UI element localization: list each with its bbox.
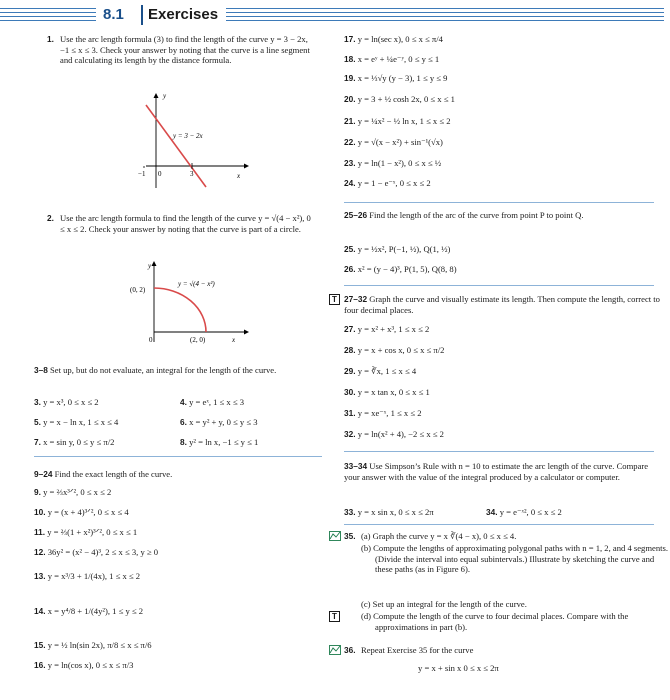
ex2-y-label: y (148, 262, 152, 270)
ex1-x-label: x (237, 172, 241, 180)
exercise-item: 28. y = x + cos x, 0 ≤ x ≤ π/2 (344, 345, 445, 355)
ex36-text: Repeat Exercise 35 for the curve (361, 645, 474, 655)
divider (34, 456, 322, 457)
ex35-part-c: (c) Set up an integral for the length of the curve. (361, 599, 527, 609)
exercise-item: 20. y = 3 + ½ cosh 2x, 0 ≤ x ≤ 1 (344, 94, 455, 104)
ex2-graph (130, 258, 260, 348)
exercise-item: 30. y = x tan x, 0 ≤ x ≤ 1 (344, 387, 430, 397)
exercise-item: 7. x = sin y, 0 ≤ y ≤ π/2 (34, 437, 115, 447)
ex2-number: 2. (47, 213, 54, 223)
exercise-item: 8. y² = ln x, −1 ≤ y ≤ 1 (180, 437, 259, 447)
exercise-item: 3. y = x³, 0 ≤ x ≤ 2 (34, 397, 99, 407)
exercise-item: 9. y = ⅔x³ᐟ², 0 ≤ x ≤ 2 (34, 487, 112, 497)
g3334-heading: 33–34 Use Simpson’s Rule with n = 10 to estimate the arc length of the curve. Compare your answer with the value of the integral produced by a calculator or computer. (344, 461, 649, 482)
ex2-point-02: (0, 2) (130, 286, 146, 294)
ex2-text: Use the arc length formula to find the length of the curve y = √(4 − x²), 0 ≤ x ≤ 2. Check your answer by noting that the curve is part of a circle. (60, 213, 311, 234)
section-divider (141, 5, 143, 25)
ex2-curve-label: y = √(4 − x²) (178, 280, 215, 288)
exercise-item: 11. y = ⅔(1 + x²)³ᐟ², 0 ≤ x ≤ 1 (34, 527, 138, 537)
g924-heading: 9–24 Find the exact length of the curve. (34, 469, 173, 479)
ex1-tick-3: 3 (190, 170, 194, 178)
exercise-item: 13. y = x³/3 + 1/(4x), 1 ≤ x ≤ 2 (34, 571, 141, 581)
divider (344, 451, 654, 452)
exercise-item: 12. 36y² = (x² − 4)³, 2 ≤ x ≤ 3, y ≥ 0 (34, 547, 159, 557)
exercise-item: 5. y = x − ln x, 1 ≤ x ≤ 4 (34, 417, 119, 427)
section-title: Exercises (148, 6, 219, 23)
exercise-item: 25. y = ½x², P(−1, ½), Q(1, ½) (344, 244, 451, 254)
exercise-item: 4. y = eˣ, 1 ≤ x ≤ 3 (180, 397, 245, 407)
graphing-calculator-icon (329, 645, 341, 655)
graphing-calculator-icon (329, 531, 341, 541)
divider (344, 285, 654, 286)
exercise-item: 24. y = 1 − e⁻ˣ, 0 ≤ x ≤ 2 (344, 178, 431, 188)
ex35-part-b: (b) Compute the lengths of approximating polygonal paths with n = 1, 2, and 4 segments. (Divide the interval into equal subintervals.) Illustrate by sketching the curve and these paths (as in Figure 6). (361, 543, 669, 575)
g2526-heading: 25–26 Find the length of the arc of the curve from point P to point Q. (344, 210, 584, 220)
ex1-tick-neg1: −1 (138, 170, 146, 178)
exercise-item: 23. y = ln(1 − x²), 0 ≤ x ≤ ½ (344, 158, 442, 168)
ex1-y-label: y (163, 92, 167, 100)
exercise-item: 32. y = ln(x² + 4), −2 ≤ x ≤ 2 (344, 429, 444, 439)
exercise-item: 15. y = ½ ln(sin 2x), π/8 ≤ x ≤ π/6 (34, 640, 152, 650)
divider (344, 202, 654, 203)
g2732-heading: 27–32 Graph the curve and visually estimate its length. Then compute the length, correct to four decimal places. (344, 294, 660, 315)
ex35-part-a: (a) Graph the curve y = x ∛(4 − x), 0 ≤ x ≤ 4. (361, 531, 517, 541)
section-number: 8.1 (103, 6, 124, 23)
exercise-item: 21. y = ¼x² − ½ ln x, 1 ≤ x ≤ 2 (344, 116, 451, 126)
ex1-number: 1. (47, 34, 54, 44)
exercise-item: 19. x = ⅓√y (y − 3), 1 ≤ y ≤ 9 (344, 73, 448, 83)
exercise-item: 16. y = ln(cos x), 0 ≤ x ≤ π/3 (34, 660, 134, 670)
ex35-tag: T (329, 611, 340, 622)
ex36-equation: y = x + sin x 0 ≤ x ≤ 2π (418, 663, 499, 673)
exercise-item: 6. x = y² + y, 0 ≤ y ≤ 3 (180, 417, 258, 427)
exercise-item: 18. x = eʸ + ¼e⁻ʸ, 0 ≤ y ≤ 1 (344, 54, 440, 64)
ex34: 34. y = e⁻ˣ², 0 ≤ x ≤ 2 (486, 507, 562, 517)
exercise-item: 14. x = y⁴/8 + 1/(4y²), 1 ≤ y ≤ 2 (34, 606, 144, 616)
exercise-item: 22. y = √(x − x²) + sin⁻¹(√x) (344, 137, 443, 147)
exercise-item: 29. y = ∛x, 1 ≤ x ≤ 4 (344, 366, 417, 376)
g38-heading: 3–8 Set up, but do not evaluate, an integral for the length of the curve. (34, 365, 277, 375)
ex36-number: 36. (344, 645, 356, 655)
divider (344, 524, 654, 525)
ex35-number: 35. (344, 531, 356, 541)
exercise-item: 10. y = (x + 4)³ᐟ², 0 ≤ x ≤ 4 (34, 507, 129, 517)
exercise-item: 26. x² = (y − 4)³, P(1, 5), Q(8, 8) (344, 264, 457, 274)
ex35-part-d: (d) Compute the length of the curve to four decimal places. Compare with the approximations in part (b). (361, 611, 629, 632)
ex1-origin: 0 (158, 170, 162, 178)
ex1-graph (140, 92, 250, 192)
exercise-item: 31. y = xe⁻ˣ, 1 ≤ x ≤ 2 (344, 408, 422, 418)
ex1-text: Use the arc length formula (3) to find the length of the curve y = 3 − 2x, −1 ≤ x ≤ 3. Check your answer by noting that the curve is a line segment and calculating its length by the distance formula. (60, 34, 310, 66)
ex33: 33. y = x sin x, 0 ≤ x ≤ 2π (344, 507, 434, 517)
ex2-x-label: x (232, 336, 236, 344)
ex1-curve-label: y = 3 − 2x (173, 132, 203, 140)
ex2-origin: 0 (149, 336, 153, 344)
exercise-item: 17. y = ln(sec x), 0 ≤ x ≤ π/4 (344, 34, 443, 44)
exercise-item: 27. y = x² + x³, 1 ≤ x ≤ 2 (344, 324, 430, 334)
ex2-point-20: (2, 0) (190, 336, 206, 344)
g2732-tag: T (329, 294, 340, 305)
